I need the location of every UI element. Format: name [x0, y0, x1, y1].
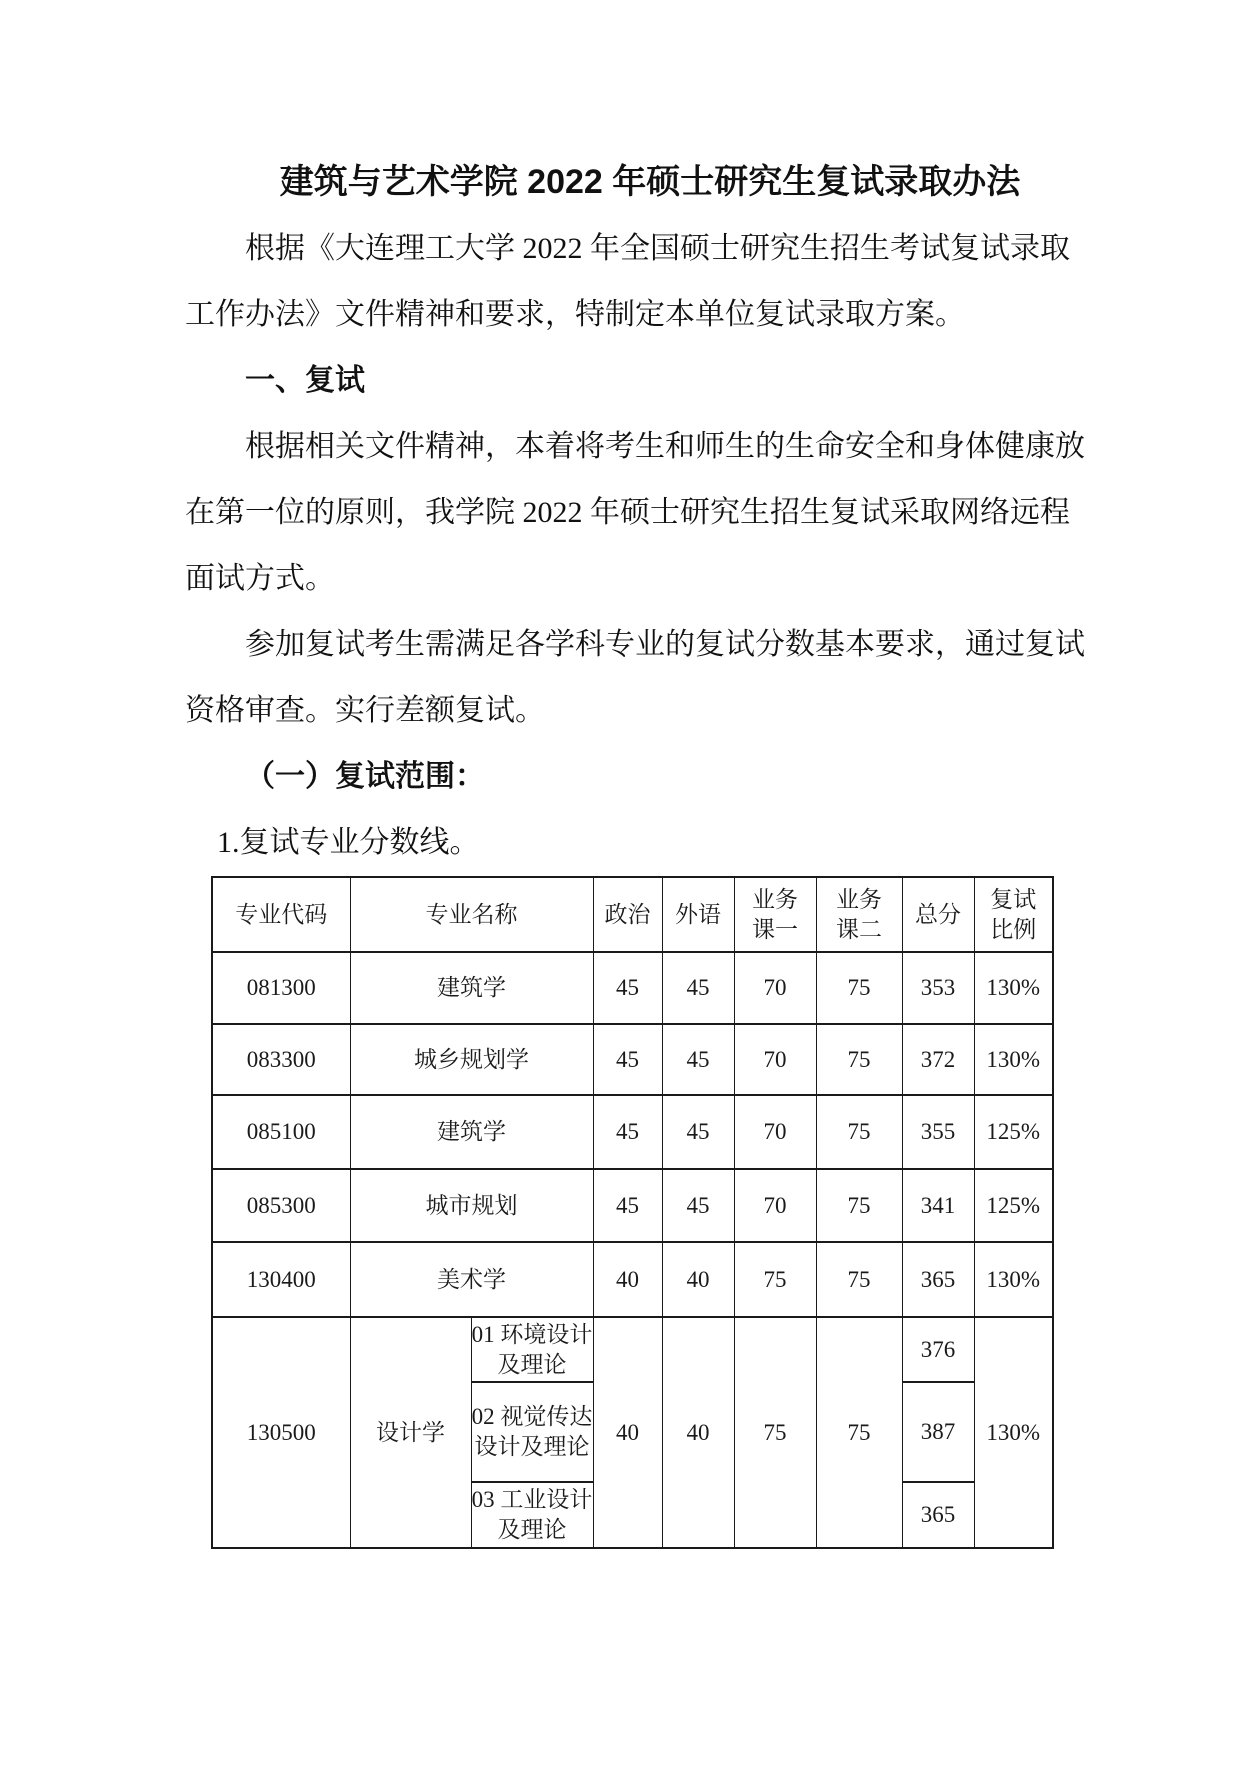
cell-ratio: 130%: [974, 1242, 1053, 1317]
header-cell-politics: 政治: [593, 877, 662, 952]
table-row: [212, 1095, 1053, 1169]
cell-major: 城市规划: [350, 1169, 593, 1242]
cell-direction: 02 视觉传达设计及理论: [471, 1382, 593, 1482]
cell-foreign-language: 40: [662, 1317, 734, 1548]
intro-paragraph-line: 工作办法》文件精神和要求，特制定本单位复试录取方案。: [185, 298, 965, 331]
cell-ratio: 130%: [974, 1317, 1053, 1548]
cell-ratio: 125%: [974, 1095, 1053, 1169]
header-cell-total: 总分: [902, 877, 974, 952]
cell-politics: 40: [593, 1242, 662, 1317]
paragraph-line: 参加复试考生需满足各学科专业的复试分数基本要求，通过复试: [245, 628, 1085, 661]
cell-course1: 70: [734, 1024, 816, 1095]
cell-major: 建筑学: [350, 952, 593, 1024]
cell-total: 355: [902, 1095, 974, 1169]
cell-course2: 75: [816, 1169, 902, 1242]
cell-foreign-language: 45: [662, 1095, 734, 1169]
cell-foreign-language: 40: [662, 1242, 734, 1317]
cell-course1: 70: [734, 1169, 816, 1242]
paragraph-line: 资格审查。实行差额复试。: [185, 694, 545, 727]
header-cell-course2-label: 业务课二: [836, 886, 882, 942]
cell-direction: 03 工业设计及理论: [471, 1482, 593, 1548]
cell-politics: 45: [593, 952, 662, 1024]
cell-course1: 70: [734, 1095, 816, 1169]
header-cell-ratio-label: 复试比例: [990, 886, 1037, 942]
table-row: [212, 1242, 1053, 1317]
cell-ratio: 125%: [974, 1169, 1053, 1242]
score-lines-table: [211, 876, 1054, 1549]
header-cell-major: 专业名称: [350, 877, 593, 952]
cell-course2: 75: [816, 1095, 902, 1169]
header-cell-course2: [816, 877, 902, 952]
cell-total: 365: [902, 1242, 974, 1317]
cell-course1: 70: [734, 952, 816, 1024]
cell-total: 353: [902, 952, 974, 1024]
list-item: 1.复试专业分数线。: [217, 826, 480, 859]
cell-total: 365: [902, 1482, 974, 1548]
cell-politics: 40: [593, 1317, 662, 1548]
subsection-heading: （一）复试范围：: [245, 760, 485, 793]
cell-foreign-language: 45: [662, 952, 734, 1024]
paragraph-line: 面试方式。: [185, 562, 335, 595]
cell-code: 130400: [212, 1242, 350, 1317]
paragraph-line: 根据相关文件精神，本着将考生和师生的生命安全和身体健康放: [245, 430, 1085, 463]
cell-foreign-language: 45: [662, 1024, 734, 1095]
table-row: [212, 952, 1053, 1024]
cell-ratio: 130%: [974, 952, 1053, 1024]
cell-course1: 75: [734, 1317, 816, 1548]
cell-course1: 75: [734, 1242, 816, 1317]
cell-politics: 45: [593, 1024, 662, 1095]
cell-code: 085100: [212, 1095, 350, 1169]
cell-ratio: 130%: [974, 1024, 1053, 1095]
section-heading: 一、复试: [245, 364, 365, 397]
header-cell-foreign-language: 外语: [662, 877, 734, 952]
cell-course2: 75: [816, 1242, 902, 1317]
cell-code: 130500: [212, 1317, 350, 1548]
cell-total: 372: [902, 1024, 974, 1095]
table-header-row: [212, 877, 1053, 952]
cell-total: 341: [902, 1169, 974, 1242]
cell-major: 美术学: [350, 1242, 593, 1317]
cell-foreign-language: 45: [662, 1169, 734, 1242]
header-cell-course1: [734, 877, 816, 952]
document-title: 建筑与艺术学院 2022 年硕士研究生复试录取办法: [279, 163, 1021, 201]
cell-code: 081300: [212, 952, 350, 1024]
cell-politics: 45: [593, 1169, 662, 1242]
cell-direction: 01 环境设计及理论: [471, 1317, 593, 1382]
cell-code: 085300: [212, 1169, 350, 1242]
header-cell-code: 专业代码: [212, 877, 350, 952]
cell-politics: 45: [593, 1095, 662, 1169]
intro-paragraph-line: 根据《大连理工大学 2022 年全国硕士研究生招生考试复试录取: [245, 232, 1070, 265]
header-cell-ratio: [974, 877, 1053, 952]
cell-major: 设计学: [350, 1317, 471, 1548]
table-row: [212, 1169, 1053, 1242]
cell-course2: 75: [816, 952, 902, 1024]
table-row: [212, 1024, 1053, 1095]
table-row-design: [212, 1317, 1053, 1382]
header-cell-course1-label: 业务课一: [752, 886, 798, 942]
cell-code: 083300: [212, 1024, 350, 1095]
cell-major: 建筑学: [350, 1095, 593, 1169]
paragraph-line: 在第一位的原则，我学院 2022 年硕士研究生招生复试采取网络远程: [185, 496, 1070, 529]
cell-course2: 75: [816, 1024, 902, 1095]
cell-major: 城乡规划学: [350, 1024, 593, 1095]
cell-course2: 75: [816, 1317, 902, 1548]
cell-total: 376: [902, 1317, 974, 1382]
cell-total: 387: [902, 1382, 974, 1482]
